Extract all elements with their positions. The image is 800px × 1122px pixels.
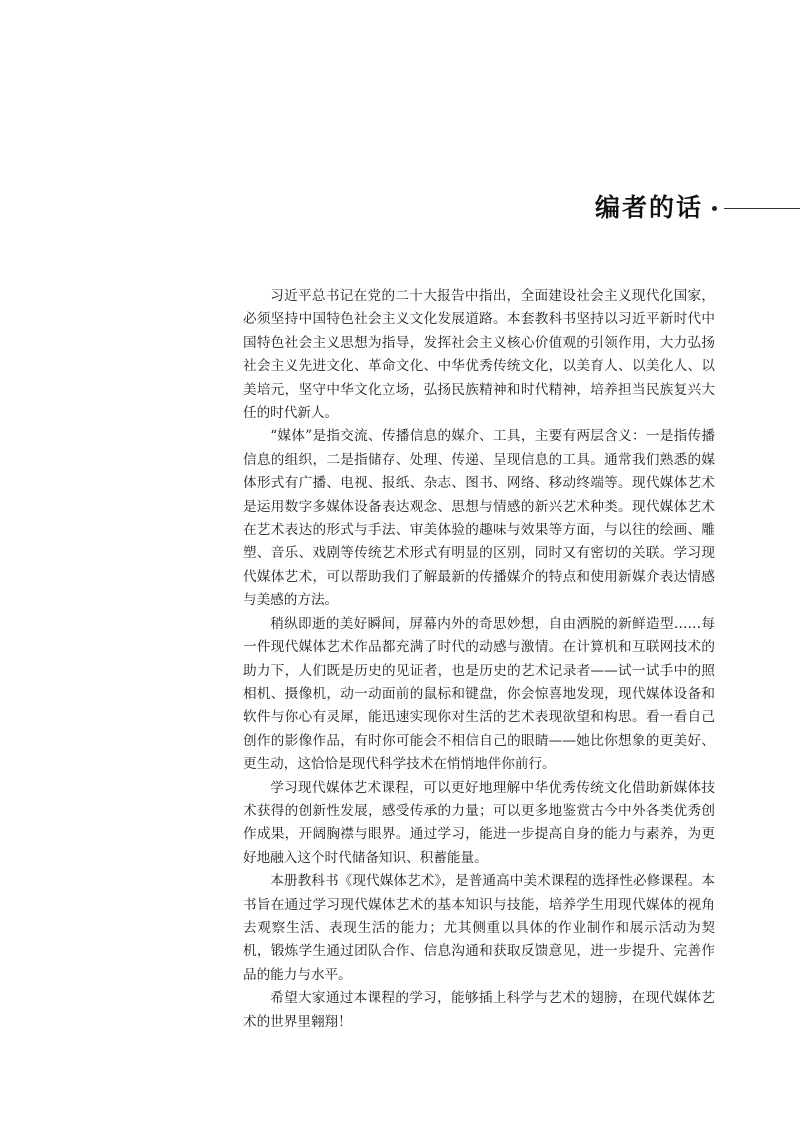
preface-body [243,285,715,1034]
page-heading [560,188,800,232]
heading-bullet-dot [712,206,717,211]
preface-paragraph-4: 学习现代媒体艺术课程，可以更好地理解中华优秀传统文化借助新媒体技术获得的创新性发展，感受传承的力量；可以更多地鉴赏古今中外各类优秀创作成果，开阔胸襟与眼界。通过学习，能进一步提高自身的能力与素养，为更好地融入这个时代储备知识、积蓄能量。 [243,779,715,866]
preface-paragraph-2: “媒体”是指交流、传播信息的媒介、工具，主要有两层含义：一是指传播信息的组织，二是指储存、处理、传递、呈现信息的工具。通常我们熟悉的媒体形式有广播、电视、报纸、杂志、图书、网络、移动终端等。现代媒体艺术是运用数字多媒体设备表达观念、思想与情感的新兴艺术种类。现代媒体艺术在艺术表达的形式与手法、审美体验的趣味与效果等方面，与以往的绘画、雕塑、音乐、戏剧等传统艺术形式有明显的区别，同时又有密切的关联。学习现代媒体艺术，可以帮助我们了解最新的传播媒介的特点和使用新媒介表达情感与美感的方法。 [243,428,715,609]
heading-rule-line [724,208,800,209]
preface-paragraph-5: 本册教科书《现代媒体艺术》，是普通高中美术课程的选择性必修课程。本书旨在通过学习现代媒体艺术的基本知识与技能，培养学生用现代媒体的视角去观察生活、表现生活的能力；尤其侧重以具体的作业制作和展示活动为契机，锻炼学生通过团队合作、信息沟通和获取反馈意见，进一步提升、完善作品的能力与水平。 [243,873,715,983]
preface-paragraph-1: 习近平总书记在党的二十大报告中指出，全面建设社会主义现代化国家，必须坚持中国特色社会主义文化发展道路。本套教科书坚持以习近平新时代中国特色社会主义思想为指导，发挥社会主义核心价值观的引领作用，大力弘扬社会主义先进文化、革命文化、中华优秀传统文化，以美育人、以美化人、以美培元，坚守中华文化立场，弘扬民族精神和时代精神，培养担当民族复兴大任的时代新人。 [243,288,715,422]
page-title: 编者的话 [595,193,704,222]
preface-paragraph-3: 稍纵即逝的美好瞬间，屏幕内外的奇思妙想，自由洒脱的新鲜造型……每一件现代媒体艺术作品都充满了时代的动感与激情。在计算机和互联网技术的助力下，人们既是历史的见证者，也是历史的艺术记录者——试一试手中的照相机、摄像机，动一动面前的鼠标和键盘，你会惊喜地发现，现代媒体设备和软件与你心有灵犀，能迅速实现你对生活的艺术表现欲望和构思。看一看自己创作的影像作品，有时你可能会不相信自己的眼睛——她比你想象的更美好、更生动，这恰恰是现代科学技术在悄悄地伴你前行。 [243,615,715,773]
preface-paragraph-6: 希望大家通过本课程的学习，能够插上科学与艺术的翅膀，在现代媒体艺术的世界里翱翔！ [243,990,715,1030]
